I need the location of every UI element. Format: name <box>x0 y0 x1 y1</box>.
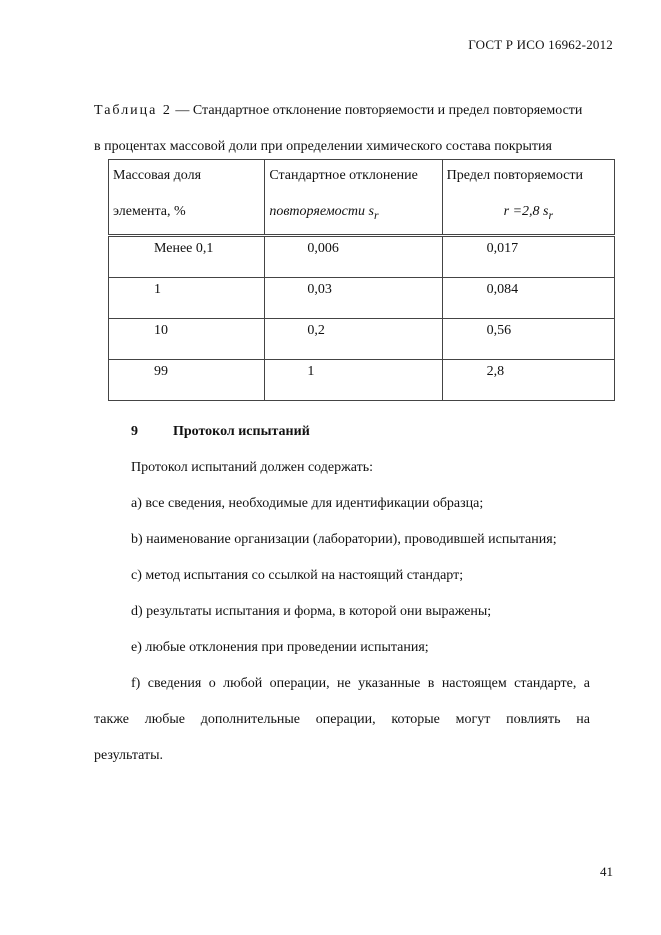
table-cell: 1 <box>265 360 442 401</box>
section-title: Протокол испытаний <box>173 424 310 439</box>
table-cell: 99 <box>109 360 265 401</box>
header-std-deviation: Стандартное отклонение повторяемости $s_r$ <box>265 160 442 236</box>
list-item-f-line-2: также любые дополнительные операции, которые могут повлиять на <box>94 712 590 727</box>
table-cell: 0,2 <box>265 319 442 360</box>
table-cell: 0,084 <box>442 278 614 319</box>
list-item: d) результаты испытания и форма, в которой они выражены; <box>131 604 492 619</box>
table-row <box>109 278 615 319</box>
table-header-row <box>109 160 615 236</box>
header-mass-fraction: Массовая доля элемента, % <box>109 160 265 236</box>
table-cell: 2,8 <box>442 360 614 401</box>
paragraph-intro: Протокол испытаний должен содержать: <box>131 460 374 475</box>
list-item: c) метод испытания со ссылкой на настоящий стандарт; <box>131 568 464 583</box>
table-cell: 1 <box>109 278 265 319</box>
table-caption-line-1 <box>94 93 614 129</box>
list-item-f-line-1: f) сведения о любой операции, не указанные в настоящем стандарте, а <box>131 676 590 691</box>
table-caption-line-2: в процентах массовой доли при определении химического состава покрытия <box>94 139 552 154</box>
section-heading <box>131 424 310 440</box>
list-item: b) наименование организации (лаборатории), проводившей испытания; <box>131 532 557 547</box>
table-row <box>109 236 615 278</box>
document-header: ГОСТ Р ИСО 16962-2012 <box>468 37 613 52</box>
list-item: a) все сведения, необходимые для идентификации образца; <box>131 496 484 511</box>
list-item: e) любые отклонения при проведении испытания; <box>131 640 429 655</box>
table-cell: Менее 0,1 <box>109 236 265 278</box>
header-repeatability-limit: Предел повторяемости r =2,8 $s_r$ <box>442 160 614 236</box>
table-cell: 0,017 <box>442 236 614 278</box>
section-number: 9 <box>131 424 138 439</box>
list-item-f-line-3: результаты. <box>94 748 164 763</box>
table-cell: 0,56 <box>442 319 614 360</box>
table-cell: 0,03 <box>265 278 442 319</box>
table-row <box>109 319 615 360</box>
table-caption-title: — Стандартное отклонение повторяемости и предел повторяемости <box>171 103 583 118</box>
repeatability-table <box>108 159 615 401</box>
table-caption <box>94 93 614 165</box>
table-cell: 10 <box>109 319 265 360</box>
table-caption-label: Таблица 2 <box>94 103 172 118</box>
table-cell: 0,006 <box>265 236 442 278</box>
page-number: 41 <box>600 864 613 879</box>
table-row <box>109 360 615 401</box>
